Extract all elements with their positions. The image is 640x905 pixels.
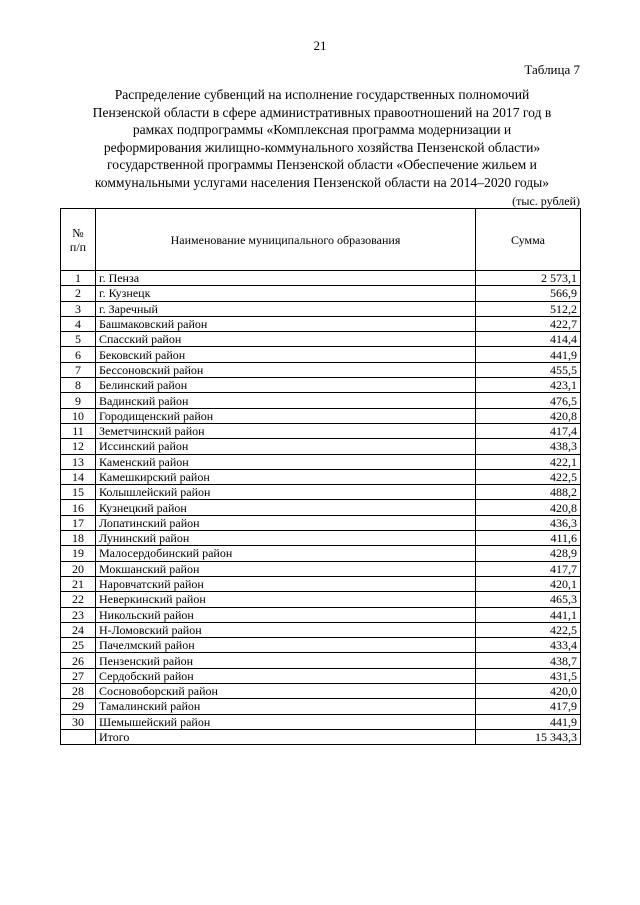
row-sum: 428,9 bbox=[476, 546, 581, 561]
row-sum: 455,5 bbox=[476, 362, 581, 377]
row-number: 8 bbox=[61, 378, 96, 393]
row-sum: 414,4 bbox=[476, 332, 581, 347]
table-label: Таблица 7 bbox=[524, 62, 580, 77]
row-number: 10 bbox=[61, 408, 96, 423]
row-number: 30 bbox=[61, 714, 96, 729]
table-row bbox=[61, 607, 581, 622]
table-header-row bbox=[61, 209, 581, 271]
row-sum: 423,1 bbox=[476, 378, 581, 393]
row-sum: 411,6 bbox=[476, 531, 581, 546]
row-name: Малосердобинский район bbox=[96, 546, 476, 561]
row-number: 24 bbox=[61, 622, 96, 637]
row-name: Тамалинский район bbox=[96, 699, 476, 714]
row-name: Итого bbox=[96, 729, 476, 744]
document-title bbox=[66, 86, 578, 192]
row-name: Иссинский район bbox=[96, 439, 476, 454]
units-note: (тыс. рублей) bbox=[512, 194, 580, 208]
row-name: Вадинский район bbox=[96, 393, 476, 408]
row-name: Белинский район bbox=[96, 378, 476, 393]
row-sum: 465,3 bbox=[476, 592, 581, 607]
row-name: г. Заречный bbox=[96, 301, 476, 316]
row-name: Колышлейский район bbox=[96, 485, 476, 500]
row-sum: 2 573,1 bbox=[476, 271, 581, 286]
row-name: Кузнецкий район bbox=[96, 500, 476, 515]
row-sum: 422,5 bbox=[476, 469, 581, 484]
row-sum: 441,9 bbox=[476, 714, 581, 729]
table-row bbox=[61, 347, 581, 362]
row-sum: 431,5 bbox=[476, 668, 581, 683]
row-sum: 417,4 bbox=[476, 423, 581, 438]
row-name: Спасский район bbox=[96, 332, 476, 347]
table-row bbox=[61, 271, 581, 286]
row-sum: 566,9 bbox=[476, 286, 581, 301]
row-number: 26 bbox=[61, 653, 96, 668]
row-name: г. Кузнецк bbox=[96, 286, 476, 301]
table-body bbox=[61, 271, 581, 745]
row-sum: 422,1 bbox=[476, 454, 581, 469]
row-number: 11 bbox=[61, 423, 96, 438]
table-row bbox=[61, 622, 581, 637]
table-row bbox=[61, 332, 581, 347]
row-number: 20 bbox=[61, 561, 96, 576]
row-sum: 441,1 bbox=[476, 607, 581, 622]
table-row bbox=[61, 561, 581, 576]
row-sum: 420,1 bbox=[476, 576, 581, 591]
title-line: Распределение субвенций на исполнение государственных полномочий bbox=[114, 87, 530, 102]
row-number bbox=[61, 729, 96, 744]
header-num: № п/п bbox=[61, 209, 96, 271]
row-number: 4 bbox=[61, 316, 96, 331]
table-row bbox=[61, 546, 581, 561]
row-name: Земетчинский район bbox=[96, 423, 476, 438]
table-row bbox=[61, 668, 581, 683]
table-row bbox=[61, 576, 581, 591]
table-row bbox=[61, 454, 581, 469]
title-line: реформирования жилищно-коммунального хозяйства Пензенской области» bbox=[103, 139, 541, 155]
table-row bbox=[61, 286, 581, 301]
row-number: 16 bbox=[61, 500, 96, 515]
row-name: Лунинский район bbox=[96, 531, 476, 546]
row-sum: 476,5 bbox=[476, 393, 581, 408]
row-sum: 436,3 bbox=[476, 515, 581, 530]
row-name: Бессоновский район bbox=[96, 362, 476, 377]
row-sum: 438,7 bbox=[476, 653, 581, 668]
row-sum: 438,3 bbox=[476, 439, 581, 454]
table-row bbox=[61, 714, 581, 729]
table-row bbox=[61, 301, 581, 316]
row-name: Шемышейский район bbox=[96, 714, 476, 729]
row-sum: 15 343,3 bbox=[476, 729, 581, 744]
row-number: 23 bbox=[61, 607, 96, 622]
row-name: г. Пенза bbox=[96, 271, 476, 286]
row-number: 13 bbox=[61, 454, 96, 469]
row-sum: 422,7 bbox=[476, 316, 581, 331]
row-sum: 420,8 bbox=[476, 500, 581, 515]
row-name: Башмаковский район bbox=[96, 316, 476, 331]
row-number: 29 bbox=[61, 699, 96, 714]
table-row bbox=[61, 439, 581, 454]
table-row bbox=[61, 408, 581, 423]
table-row bbox=[61, 500, 581, 515]
header-sum: Сумма bbox=[476, 209, 581, 271]
row-number: 18 bbox=[61, 531, 96, 546]
row-name: Неверкинский район bbox=[96, 592, 476, 607]
row-sum: 488,2 bbox=[476, 485, 581, 500]
table-row bbox=[61, 531, 581, 546]
row-sum: 417,9 bbox=[476, 699, 581, 714]
row-name: Бековский район bbox=[96, 347, 476, 362]
row-name: Сердобский район bbox=[96, 668, 476, 683]
row-sum: 512,2 bbox=[476, 301, 581, 316]
row-name: Н-Ломовский район bbox=[96, 622, 476, 637]
row-number: 7 bbox=[61, 362, 96, 377]
table-row bbox=[61, 653, 581, 668]
row-number: 15 bbox=[61, 485, 96, 500]
table-row bbox=[61, 316, 581, 331]
row-number: 2 bbox=[61, 286, 96, 301]
row-number: 5 bbox=[61, 332, 96, 347]
row-name: Наровчатский район bbox=[96, 576, 476, 591]
table-row bbox=[61, 485, 581, 500]
table-row bbox=[61, 469, 581, 484]
row-number: 19 bbox=[61, 546, 96, 561]
row-name: Сосновоборский район bbox=[96, 684, 476, 699]
row-sum: 441,9 bbox=[476, 347, 581, 362]
row-number: 9 bbox=[61, 393, 96, 408]
table-row bbox=[61, 362, 581, 377]
table-row bbox=[61, 378, 581, 393]
row-sum: 420,0 bbox=[476, 684, 581, 699]
header-name: Наименование муниципального образования bbox=[96, 209, 476, 271]
title-line: Пензенской области в сфере административных правоотношений на 2017 год в bbox=[92, 104, 552, 120]
table-row bbox=[61, 592, 581, 607]
row-number: 21 bbox=[61, 576, 96, 591]
row-number: 25 bbox=[61, 638, 96, 653]
row-name: Камешкирский район bbox=[96, 469, 476, 484]
row-name: Городищенский район bbox=[96, 408, 476, 423]
row-number: 27 bbox=[61, 668, 96, 683]
table-row bbox=[61, 393, 581, 408]
row-number: 17 bbox=[61, 515, 96, 530]
row-sum: 422,5 bbox=[476, 622, 581, 637]
page-number: 21 bbox=[313, 38, 327, 53]
table-row bbox=[61, 423, 581, 438]
table-row bbox=[61, 699, 581, 714]
total-row bbox=[61, 729, 581, 744]
row-name: Пензенский район bbox=[96, 653, 476, 668]
row-sum: 433,4 bbox=[476, 638, 581, 653]
row-name: Мокшанский район bbox=[96, 561, 476, 576]
row-number: 22 bbox=[61, 592, 96, 607]
row-number: 28 bbox=[61, 684, 96, 699]
title-line: рамках подпрограммы «Комплексная программа модернизации и bbox=[132, 122, 512, 138]
table-row bbox=[61, 638, 581, 653]
row-number: 1 bbox=[61, 271, 96, 286]
row-name: Лопатинский район bbox=[96, 515, 476, 530]
row-number: 14 bbox=[61, 469, 96, 484]
title-line: коммунальными услугами населения Пензенской области на 2014–2020 годы» bbox=[94, 174, 550, 190]
row-name: Никольский район bbox=[96, 607, 476, 622]
subsidy-table bbox=[60, 208, 581, 745]
row-name: Пачелмский район bbox=[96, 638, 476, 653]
table-row bbox=[61, 684, 581, 699]
title-line: государственной программы Пензенской области «Обеспечение жильем и bbox=[107, 157, 537, 173]
row-number: 6 bbox=[61, 347, 96, 362]
row-sum: 420,8 bbox=[476, 408, 581, 423]
row-number: 12 bbox=[61, 439, 96, 454]
row-number: 3 bbox=[61, 301, 96, 316]
table-row bbox=[61, 515, 581, 530]
row-sum: 417,7 bbox=[476, 561, 581, 576]
row-name: Каменский район bbox=[96, 454, 476, 469]
